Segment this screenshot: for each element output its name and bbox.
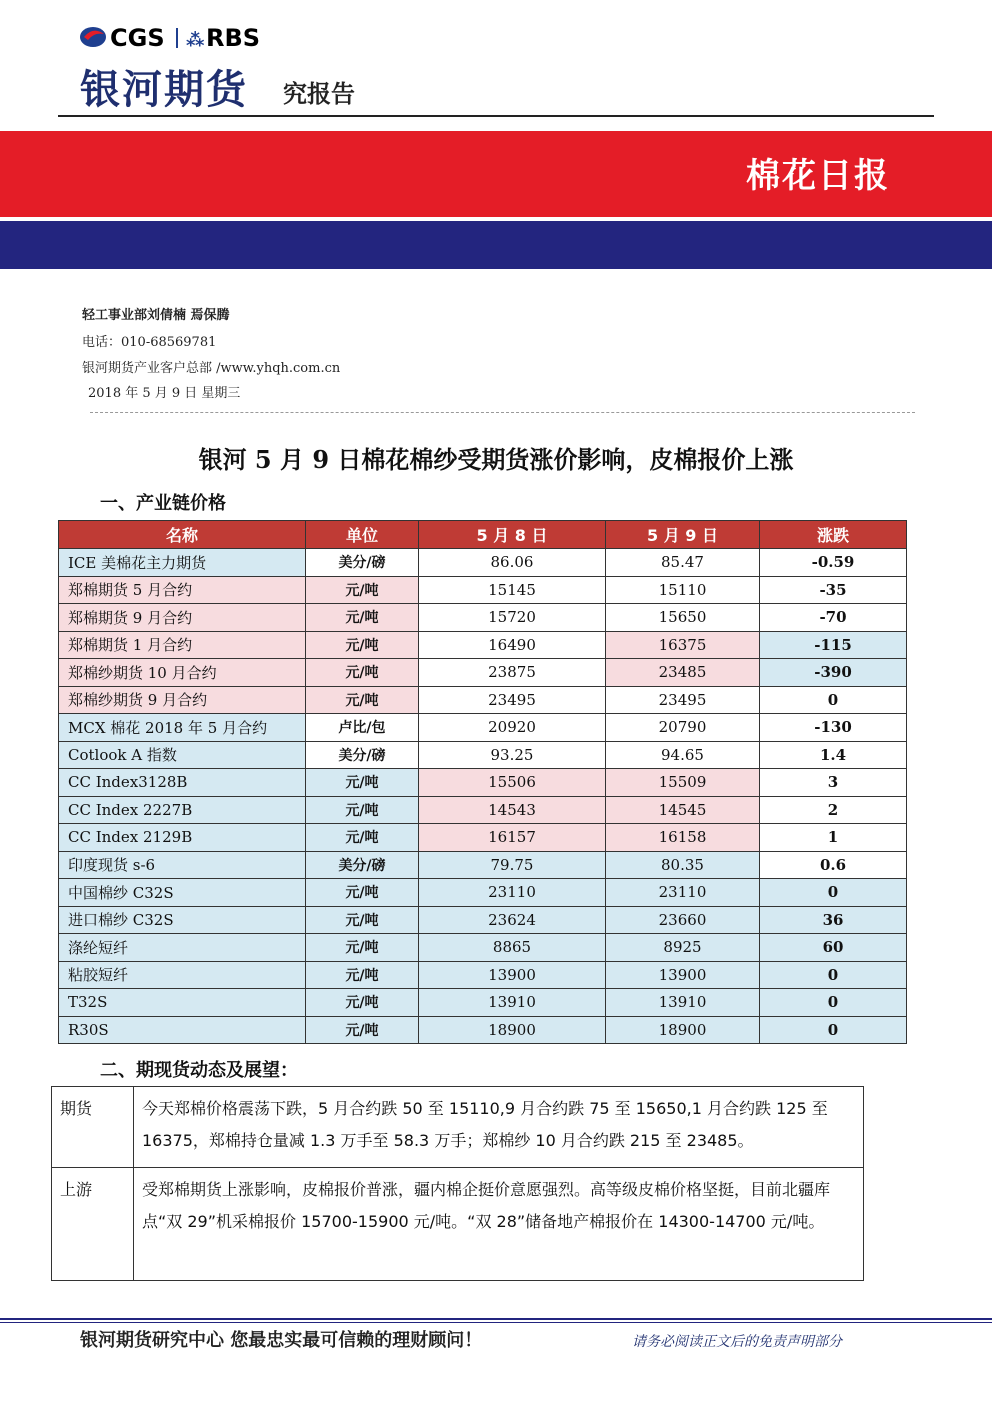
cell-may9: 14545: [606, 796, 760, 824]
table-row: [59, 796, 907, 824]
cell-may9: 16158: [606, 824, 760, 852]
report-title: 棉花日报: [746, 156, 890, 196]
cell-may9: 13910: [606, 989, 760, 1017]
cell-unit: 元/吨: [306, 906, 419, 934]
table-row: [59, 741, 907, 769]
cell-unit: 元/吨: [306, 961, 419, 989]
cell-change: 1: [760, 824, 907, 852]
cell-may8: 16157: [419, 824, 606, 852]
phone: 电话：010-68569781: [82, 335, 217, 350]
table-row: [59, 686, 907, 714]
cell-may8: 23875: [419, 659, 606, 687]
department-website: 银河期货产业客户总部 /www.yhqh.com.cn: [82, 361, 341, 376]
cgs-logo-icon: [78, 20, 278, 56]
cell-name: 郑棉纱期货 9 月合约: [59, 686, 306, 714]
cell-name: ICE 美棉花主力期货: [59, 549, 306, 577]
section-title-dynamics: 二、期现货动态及展望：: [100, 1060, 298, 1081]
cell-may9: 13900: [606, 961, 760, 989]
cell-change: 60: [760, 934, 907, 962]
header-may9: 5 月 9 日: [606, 521, 760, 549]
cell-may9: 23495: [606, 686, 760, 714]
cell-unit: 元/吨: [306, 659, 419, 687]
cell-may8: 15145: [419, 576, 606, 604]
cell-may8: 15506: [419, 769, 606, 797]
cell-may9: 23660: [606, 906, 760, 934]
cell-change: -390: [760, 659, 907, 687]
table-row: [59, 851, 907, 879]
table-row: [59, 714, 907, 742]
cell-name: 进口棉纱 C32S: [59, 906, 306, 934]
table-row: [59, 549, 907, 577]
cell-may8: 16490: [419, 631, 606, 659]
header-name: 名称: [59, 521, 306, 549]
cell-change: 0: [760, 686, 907, 714]
cell-name: 郑棉纱期货 10 月合约: [59, 659, 306, 687]
dynamics-label: 上游: [52, 1168, 134, 1281]
cell-unit: 元/吨: [306, 989, 419, 1017]
cell-unit: 元/吨: [306, 686, 419, 714]
cell-name: 郑棉期货 5 月合约: [59, 576, 306, 604]
dynamics-text: 今天郑棉价格震荡下跌，5 月合约跌 50 至 15110,9 月合约跌 75 至 15650,1 月合约跌 125 至 16375，郑棉持仓量减 1.3 万手至 58.3 万手；郑棉纱 10 月合约跌 215 至 23485。: [134, 1087, 864, 1168]
authors: 轻工事业部刘倩楠 焉保腾: [82, 308, 230, 323]
footer-divider: [0, 1318, 992, 1320]
logo-rbs-text: RBS: [206, 24, 261, 52]
cell-change: 0: [760, 1016, 907, 1044]
table-row: [59, 879, 907, 907]
cell-change: 36: [760, 906, 907, 934]
cell-change: -115: [760, 631, 907, 659]
cell-may8: 23624: [419, 906, 606, 934]
header-may8: 5 月 8 日: [419, 521, 606, 549]
table-row: [59, 576, 907, 604]
logo-cgs-text: CGS: [110, 24, 165, 52]
table-header-row: [59, 521, 907, 549]
table-row: [59, 906, 907, 934]
cell-may8: 15720: [419, 604, 606, 632]
cell-name: CC Index3128B: [59, 769, 306, 797]
cell-may9: 18900: [606, 1016, 760, 1044]
cell-unit: 元/吨: [306, 604, 419, 632]
title-banner-lower: [0, 221, 992, 269]
cell-may8: 13900: [419, 961, 606, 989]
cell-may8: 8865: [419, 934, 606, 962]
cell-may8: 14543: [419, 796, 606, 824]
table-row: [59, 989, 907, 1017]
cell-may8: 86.06: [419, 549, 606, 577]
cell-unit: 美分/磅: [306, 549, 419, 577]
cell-change: 3: [760, 769, 907, 797]
cell-may8: 20920: [419, 714, 606, 742]
cell-unit: 元/吨: [306, 576, 419, 604]
cell-name: CC Index 2129B: [59, 824, 306, 852]
headline: 银河 5 月 9 日棉花棉纱受期货涨价影响，皮棉报价上涨: [198, 445, 794, 474]
cell-name: 中国棉纱 C32S: [59, 879, 306, 907]
cell-change: -0.59: [760, 549, 907, 577]
cell-change: -70: [760, 604, 907, 632]
report-type: 究报告: [283, 80, 355, 108]
cell-name: 郑棉期货 1 月合约: [59, 631, 306, 659]
cell-may8: 18900: [419, 1016, 606, 1044]
table-row: [59, 934, 907, 962]
table-row: [52, 1087, 864, 1168]
svg-text:⁂: ⁂: [186, 30, 205, 51]
cell-change: 2: [760, 796, 907, 824]
cell-name: 印度现货 s-6: [59, 851, 306, 879]
cell-may9: 20790: [606, 714, 760, 742]
table-row: [59, 604, 907, 632]
table-row: [59, 631, 907, 659]
price-table: [58, 520, 907, 1044]
cell-unit: 元/吨: [306, 769, 419, 797]
footer-disclaimer: 请务必阅读正文后的免责声明部分: [632, 1334, 842, 1350]
cell-unit: 元/吨: [306, 879, 419, 907]
cell-unit: 元/吨: [306, 1016, 419, 1044]
cell-may8: 23110: [419, 879, 606, 907]
dynamics-table: [51, 1086, 864, 1281]
footer-slogan: 银河期货研究中心 您最忠实最可信赖的理财顾问！: [80, 1330, 483, 1351]
cell-change: -35: [760, 576, 907, 604]
cell-may9: 23110: [606, 879, 760, 907]
cell-may9: 8925: [606, 934, 760, 962]
cell-unit: 元/吨: [306, 631, 419, 659]
cell-name: 粘胶短纤: [59, 961, 306, 989]
cell-name: 涤纶短纤: [59, 934, 306, 962]
cell-change: -130: [760, 714, 907, 742]
cell-unit: 元/吨: [306, 934, 419, 962]
cell-change: 0: [760, 989, 907, 1017]
cell-may9: 16375: [606, 631, 760, 659]
table-row: [59, 961, 907, 989]
cell-may8: 93.25: [419, 741, 606, 769]
cell-unit: 美分/磅: [306, 851, 419, 879]
header-unit: 单位: [306, 521, 419, 549]
section-title-prices: 一、产业链价格: [100, 493, 226, 514]
header-divider: [58, 115, 934, 117]
cell-may9: 15650: [606, 604, 760, 632]
header-change: 涨跌: [760, 521, 907, 549]
table-row: [59, 1016, 907, 1044]
table-row: [52, 1168, 864, 1281]
cell-unit: 卢比/包: [306, 714, 419, 742]
report-date: 2018 年 5 月 9 日 星期三: [88, 386, 241, 401]
dynamics-text: 受郑棉期货上涨影响，皮棉报价普涨，疆内棉企挺价意愿强烈。高等级皮棉价格坚挺，目前北疆库点“双 29”机采棉报价 15700-15900 元/吨。“双 28”储备地产棉报价在 14300-14700 元/吨。: [134, 1168, 864, 1281]
cell-name: R30S: [59, 1016, 306, 1044]
cell-may9: 80.35: [606, 851, 760, 879]
cell-may9: 23485: [606, 659, 760, 687]
cell-may8: 79.75: [419, 851, 606, 879]
cell-name: Cotlook A 指数: [59, 741, 306, 769]
cell-name: CC Index 2227B: [59, 796, 306, 824]
table-row: [59, 659, 907, 687]
dynamics-label: 期货: [52, 1087, 134, 1168]
table-row: [59, 824, 907, 852]
cell-name: 郑棉期货 9 月合约: [59, 604, 306, 632]
cell-may8: 13910: [419, 989, 606, 1017]
footer-divider-thin: [0, 1322, 992, 1323]
cell-may9: 85.47: [606, 549, 760, 577]
cell-name: T32S: [59, 989, 306, 1017]
cell-may9: 94.65: [606, 741, 760, 769]
cell-may8: 23495: [419, 686, 606, 714]
cell-may9: 15110: [606, 576, 760, 604]
cell-change: 0: [760, 879, 907, 907]
cell-may9: 15509: [606, 769, 760, 797]
cell-change: 0: [760, 961, 907, 989]
dashed-divider: [90, 412, 915, 413]
cell-unit: 元/吨: [306, 824, 419, 852]
company-logo: [78, 20, 278, 56]
cell-change: 0.6: [760, 851, 907, 879]
cell-name: MCX 棉花 2018 年 5 月合约: [59, 714, 306, 742]
table-row: [59, 769, 907, 797]
cell-unit: 元/吨: [306, 796, 419, 824]
brand-name: 银河期货: [80, 67, 248, 113]
cell-unit: 美分/磅: [306, 741, 419, 769]
cell-change: 1.4: [760, 741, 907, 769]
